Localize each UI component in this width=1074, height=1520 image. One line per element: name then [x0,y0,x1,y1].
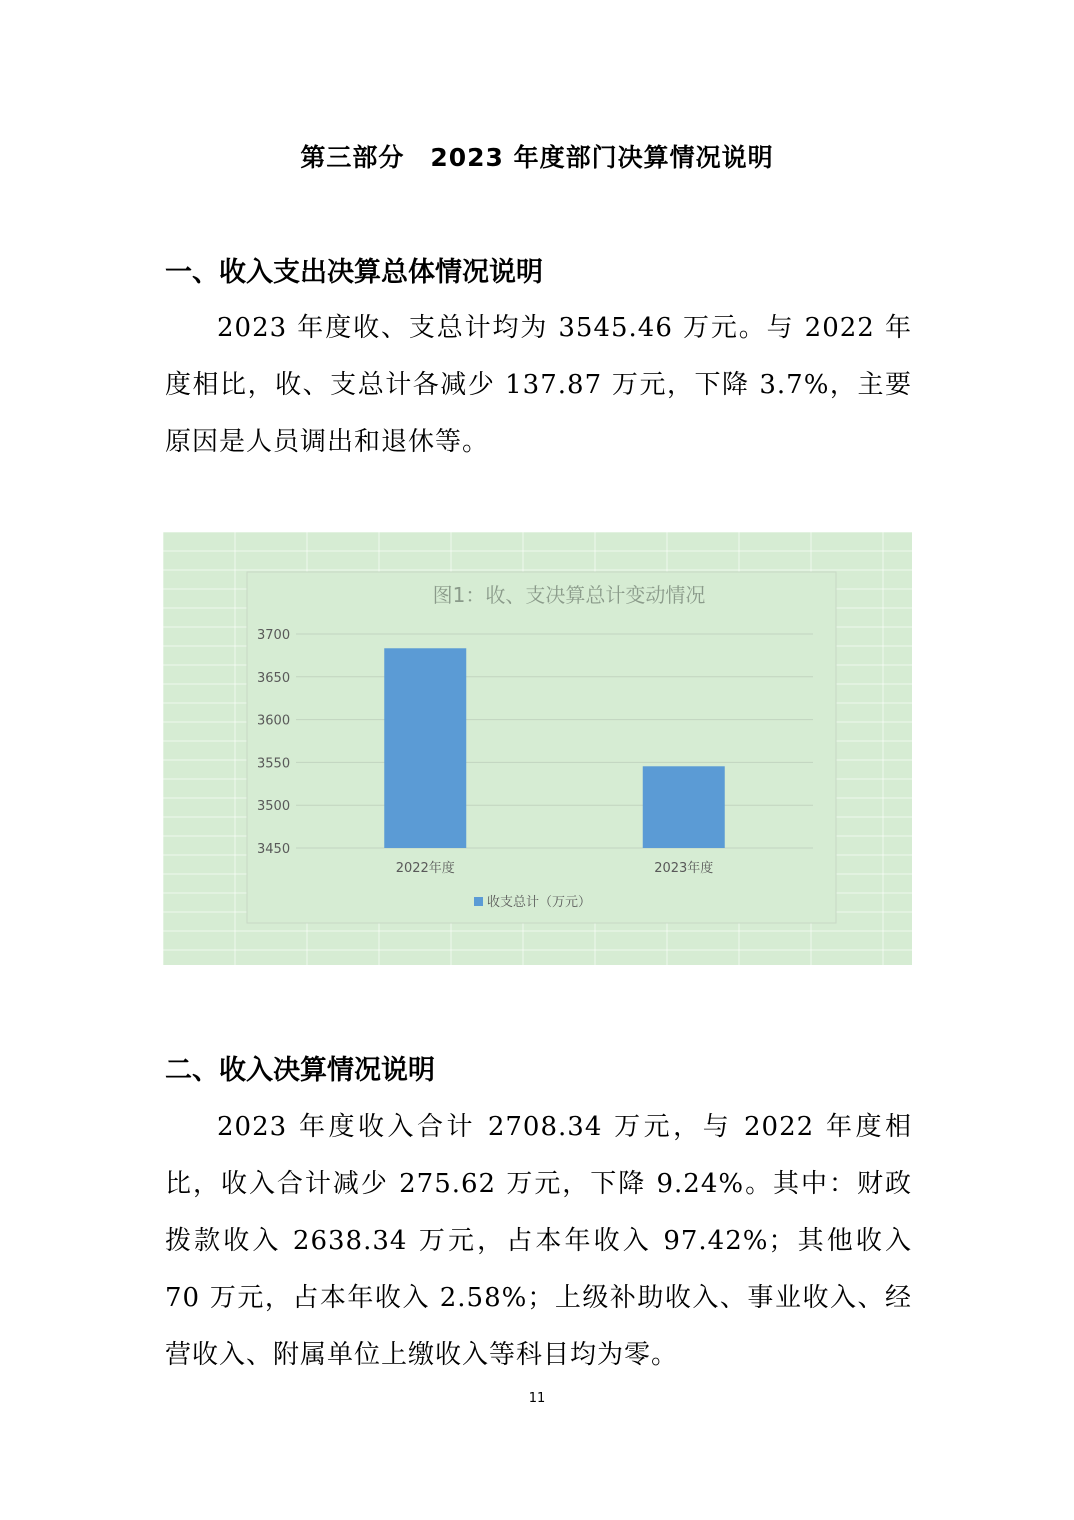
bar-chart [163,532,912,965]
page-number: 11 [528,1391,546,1406]
legend-swatch [474,897,483,906]
x-tick-label: 2022年度 [395,861,455,876]
y-tick-label: 3550 [257,756,291,772]
y-tick-label: 3450 [257,842,291,857]
section-heading-2: 二、收入决算情况说明 [165,1055,435,1086]
chart-legend [474,894,591,910]
bar [384,648,466,848]
page-title: 第三部分 2023 年度部门决算情况说明 [300,143,774,172]
y-tick-label: 3600 [257,713,291,729]
chart-title: 图1：收、支决算总计变动情况 [432,583,706,607]
section-2-paragraph: 2023 年度收入合计 2708.34 万元，与 2022 年度相比，收入合计减少 275.62 万元，下降 9.24%。其中：财政拨款收入 2638.34 万元，占本年收入 97.42%；其他收入 70 万元，占本年收入 2.58%；上级补助收入、事业收入、经营收入、附属单位上缴收入等科目均为零。 [165,1112,912,1370]
x-tick-label: 2023年度 [654,861,714,876]
legend-label: 收支总计（万元） [487,895,592,910]
bar [643,766,725,848]
chart-container [163,532,912,965]
y-tick-label: 3700 [257,628,291,643]
section-1-paragraph: 2023 年度收、支总计均为 3545.46 万元。与 2022 年度相比，收、支总计各减少 137.87 万元，下降 3.7%，主要原因是人员调出和退休等。 [165,313,912,457]
section-heading-1: 一、收入支出决算总体情况说明 [165,257,543,288]
y-tick-label: 3500 [257,799,291,815]
plot-area [247,572,836,923]
y-tick-label: 3650 [257,670,291,686]
